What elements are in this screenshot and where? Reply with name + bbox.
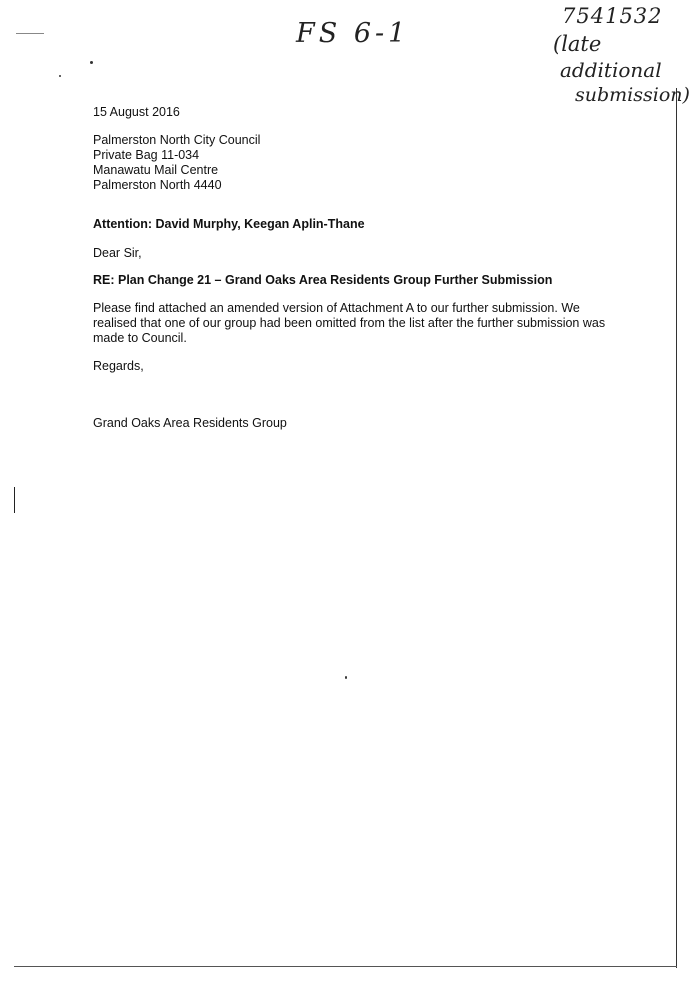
closing: Regards, (93, 359, 144, 373)
handwritten-stamp: FS 6-1 (296, 18, 410, 49)
scan-border-bottom (14, 966, 677, 967)
scan-border-right (676, 88, 677, 968)
subject-line: RE: Plan Change 21 – Grand Oaks Area Residents Group Further Submission (93, 273, 553, 287)
handwritten-note-line3: submission) (575, 84, 690, 106)
address-line: Private Bag 11-034 (93, 148, 200, 162)
signature: Grand Oaks Area Residents Group (93, 416, 287, 430)
letter-date: 15 August 2016 (93, 105, 180, 119)
handwritten-note-line2: additional (560, 58, 662, 82)
address-line: Palmerston North City Council (93, 133, 261, 147)
attention-line: Attention: David Murphy, Keegan Aplin-Thane (93, 217, 365, 231)
address-line: Palmerston North 4440 (93, 178, 222, 192)
scan-speck (90, 61, 93, 64)
handwritten-reference-number: 7541532 (562, 4, 663, 28)
scan-speck (59, 75, 61, 77)
body-paragraph: Please find attached an amended version of Attachment A to our further submission. We realised that one of our group had been omitted from the list after the further submission was made to Council. (93, 301, 606, 345)
handwritten-note-line1: (late (553, 32, 602, 56)
salutation: Dear Sir, (93, 246, 142, 260)
address-line: Manawatu Mail Centre (93, 163, 219, 177)
scan-mark-top (16, 33, 44, 34)
scan-speck (345, 676, 347, 679)
scan-mark-left (14, 487, 15, 513)
